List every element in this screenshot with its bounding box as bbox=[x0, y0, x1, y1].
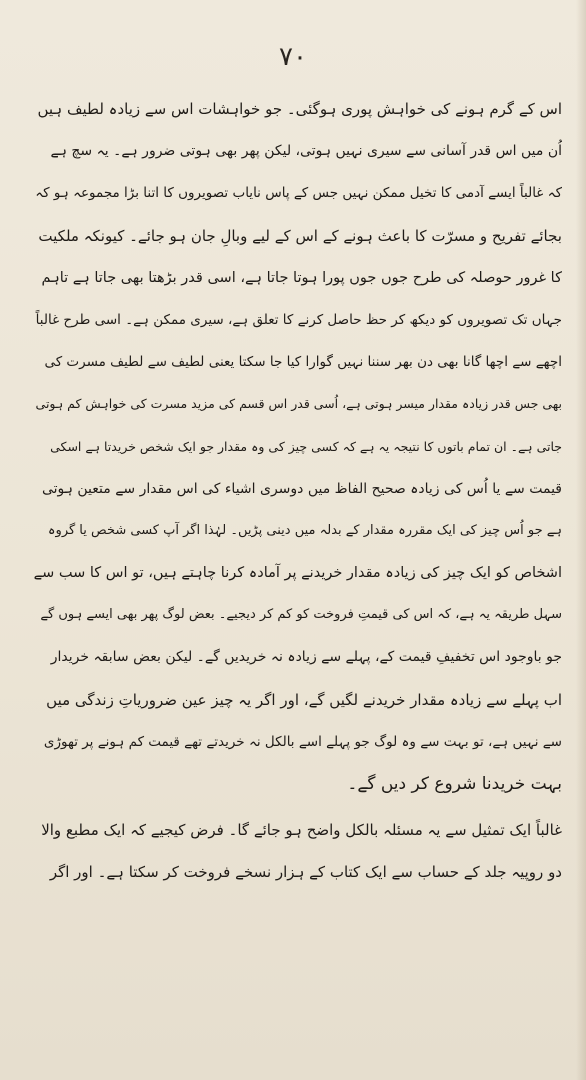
body-text bbox=[34, 88, 562, 894]
text-line: اشخاص کو ایک چیز کی زیادہ مقدار خریدنے پر آمادہ کرنا چاہتے ہیں، تو اس کا سب سے bbox=[34, 565, 562, 582]
text-line: اب پہلے سے زیادہ مقدار خریدنے لگیں گے، اور اگر یہ چیز عین ضروریاتِ زندگی میں bbox=[46, 690, 562, 709]
text-line: جاتی ہے۔ ان تمام باتوں کا نتیجہ یہ ہے کہ کسی چیز کی وہ مقدار جو ایک شخص خریدتا ہے اسکی bbox=[50, 438, 562, 454]
text-line: بجائے تفریح و مسرّت کا باعث ہونے کے اس کے لیے وبالِ جان ہو جائے۔ کیونکہ ملکیت bbox=[38, 226, 562, 245]
text-line: جہاں تک تصویروں کو دیکھ کر حظ حاصل کرنے کا تعلق ہے، سیری ممکن ہے۔ اسی طرح غالباً bbox=[35, 311, 562, 328]
text-line: دو روپیہ جلد کے حساب سے ایک کتاب کے ہزار نسخے فروخت کر سکتا ہے۔ اور اگر bbox=[49, 863, 562, 882]
text-line: جو باوجود اس تخفیفِ قیمت کے، پہلے سے زیادہ نہ خریدیں گے۔ لیکن بعض سابقہ خریدار bbox=[50, 649, 562, 666]
text-line: اس کے گرم ہونے کی خواہش پوری ہوگئی۔ جو خواہشات اس سے زیادہ لطیف ہیں bbox=[37, 100, 562, 118]
text-line: سہل طریقہ یہ ہے، کہ اس کی قیمتِ فروخت کو کم کر دیجیے۔ بعض لوگ پھر بھی ایسے ہوں گے bbox=[40, 607, 562, 623]
text-line: اُن میں اس قدر آسانی سے سیری نہیں ہوتی، لیکن پھر بھی ہوتی ضرور ہے۔ یہ سچ ہے bbox=[50, 143, 562, 160]
text-line: اچھے سے اچھا گانا بھی دن بھر سننا نہیں گوارا کیا جا سکتا یعنی لطیف سے لطیف مسرت کی bbox=[44, 354, 562, 371]
text-line: سے نہیں ہے، تو بہت سے وہ لوگ جو پہلے اسے بالکل نہ خریدتے تھے قیمت کم ہونے پر تھوڑی bbox=[43, 733, 562, 750]
text-line: بہت خریدنا شروع کر دیں گے۔ bbox=[347, 774, 562, 794]
text-line: کا غرور حوصلہ کی طرح جوں جوں پورا ہوتا جاتا ہے، اسی قدر بڑھتا بھی جاتا ہے تاہم bbox=[41, 269, 562, 286]
text-line: قیمت سے یا اُس کی زیادہ صحیح الفاظ میں دوسری اشیاء کی اس مقدار سے متعین ہوتی bbox=[41, 480, 562, 497]
text-line: بھی جس قدر زیادہ مقدار میسر ہوتی ہے، اُسی قدر اس قسم کی مزید مسرت کی خواہش کم ہوتی bbox=[35, 396, 562, 412]
text-line: کہ غالباً ایسے آدمی کا تخیل ممکن نہیں جس کے پاس نایاب تصویروں کا اتنا بڑا مجموعہ ہو کہ bbox=[35, 185, 562, 202]
text-line: ہے جو اُس چیز کی ایک مقررہ مقدار کے بدلہ میں دینی پڑیں۔ لہٰذا اگر آپ کسی شخص یا گروہ bbox=[47, 522, 562, 538]
text-line: غالباً ایک تمثیل سے یہ مسئلہ بالکل واضح ہو جائے گا۔ فرض کیجیے کہ ایک مطبع والا bbox=[41, 821, 562, 840]
page-number: ۷۰ bbox=[279, 42, 307, 72]
